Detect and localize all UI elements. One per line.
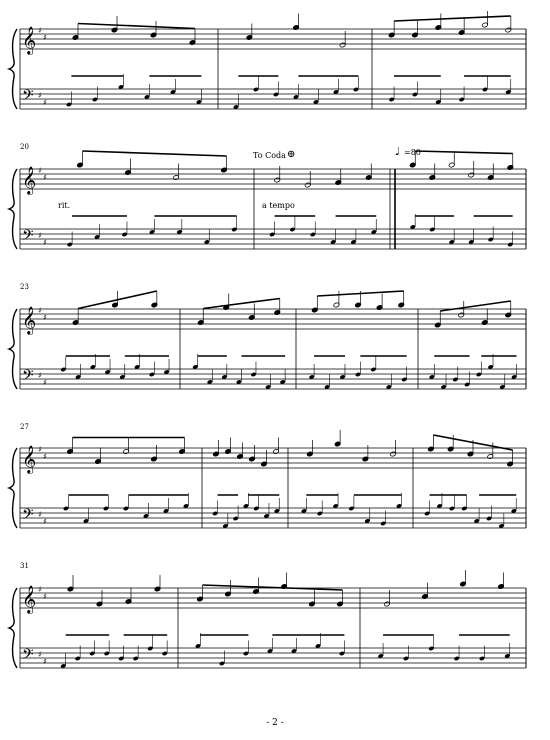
sharp-icon: ♯	[43, 378, 47, 387]
sharp-icon: ♯	[43, 452, 47, 461]
sharp-icon: ♯	[38, 91, 42, 100]
brace	[9, 29, 17, 109]
sharp-icon: ♯	[43, 657, 47, 666]
sharp-icon: ♯	[38, 306, 42, 315]
brace	[9, 448, 17, 528]
treble-clef-icon: 𝄞	[22, 166, 37, 194]
quarter-note-icon: ♩	[395, 145, 401, 158]
measure-number: 23	[20, 283, 29, 291]
sharp-icon: ♯	[43, 592, 47, 601]
bass-staff	[20, 648, 526, 668]
bass-staff	[20, 508, 526, 528]
treble-clef-icon: 𝄞	[22, 585, 37, 613]
sharp-icon: ♯	[43, 98, 47, 107]
a-tempo-marking: a tempo	[262, 201, 295, 210]
music-system	[9, 151, 526, 249]
coda-sign-icon: ⊕	[287, 149, 296, 160]
beam	[394, 16, 511, 21]
beam	[78, 24, 195, 29]
sharp-icon: ♯	[38, 26, 42, 35]
measure-number: 20	[20, 143, 29, 151]
music-system	[9, 430, 526, 529]
treble-staff	[20, 29, 526, 49]
sharp-icon: ♯	[43, 517, 47, 526]
bass-clef-icon: 𝄢	[22, 227, 34, 248]
sharp-icon: ♯	[43, 238, 47, 247]
beam	[203, 585, 343, 590]
brace	[9, 309, 17, 389]
treble-staff	[20, 169, 526, 189]
bass-staff	[20, 229, 526, 249]
sharp-icon: ♯	[38, 650, 42, 659]
beam	[203, 299, 280, 309]
treble-staff	[20, 309, 526, 329]
bass-staff	[20, 369, 526, 389]
sharp-icon: ♯	[38, 585, 42, 594]
sharp-icon: ♯	[43, 313, 47, 322]
treble-clef-icon: 𝄞	[22, 445, 37, 473]
treble-clef-icon: 𝄞	[22, 26, 37, 54]
sharp-icon: ♯	[38, 166, 42, 175]
treble-clef-icon: 𝄞	[22, 306, 37, 334]
music-system	[9, 570, 526, 669]
sharp-icon: ♯	[38, 445, 42, 454]
sharp-icon: ♯	[38, 371, 42, 380]
sharp-icon: ♯	[38, 231, 42, 240]
measure-number: 31	[20, 562, 29, 570]
music-system	[9, 11, 526, 110]
beam	[83, 151, 227, 156]
brace	[9, 169, 17, 249]
beam	[415, 151, 513, 154]
beam	[440, 301, 511, 311]
sharp-icon: ♯	[38, 510, 42, 519]
rit-marking: rit.	[58, 201, 71, 210]
brace	[9, 588, 17, 668]
sharp-icon: ♯	[43, 33, 47, 42]
music-system	[9, 291, 526, 390]
bass-clef-icon: 𝄢	[22, 646, 34, 667]
bass-clef-icon: 𝄢	[22, 367, 34, 388]
bass-clef-icon: 𝄢	[22, 87, 34, 108]
sharp-icon: ♯	[43, 173, 47, 182]
treble-staff	[20, 588, 526, 608]
page-number: - 2 -	[266, 718, 284, 728]
tempo-marking: =80	[404, 148, 421, 157]
measure-number: 27	[20, 423, 29, 431]
bass-clef-icon: 𝄢	[22, 506, 34, 527]
to-coda-marking: To Coda	[253, 151, 286, 160]
